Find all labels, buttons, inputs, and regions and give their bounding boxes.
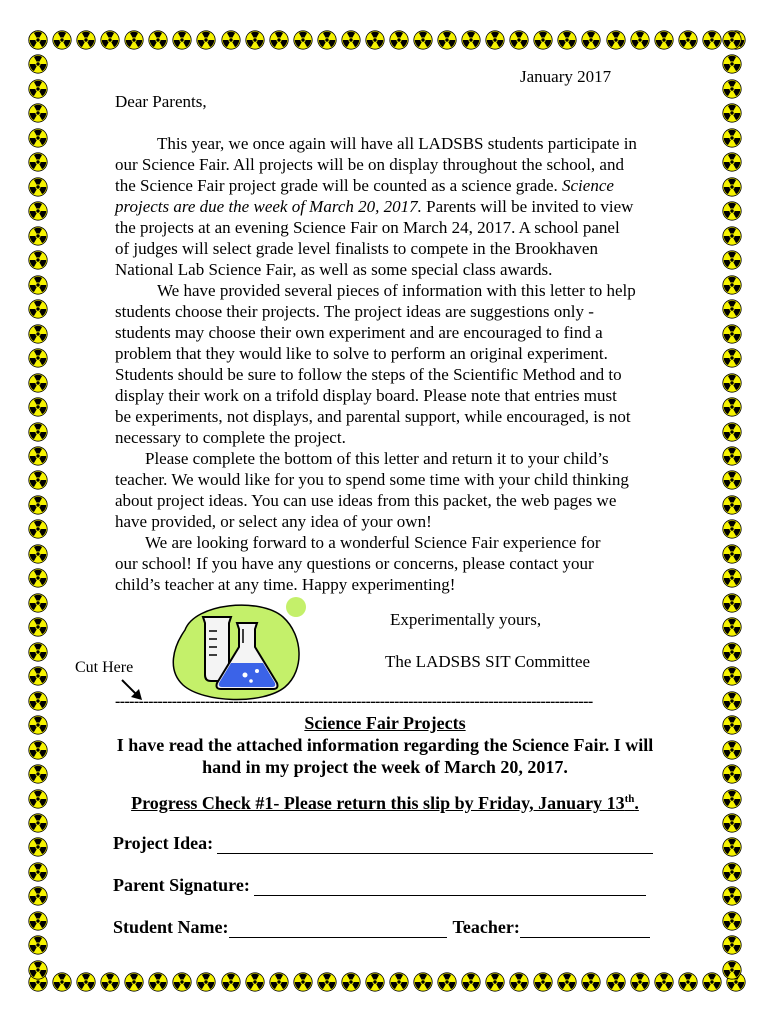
radiation-hazard-icon	[172, 30, 192, 50]
body-line: students choose their projects. The project ideas are suggestions only -	[115, 302, 594, 321]
radiation-hazard-icon	[28, 642, 48, 662]
teacher-field[interactable]	[520, 919, 650, 938]
radiation-hazard-icon	[28, 373, 48, 393]
student-teacher-row	[113, 917, 650, 938]
radiation-hazard-icon	[702, 972, 722, 992]
radiation-hazard-icon	[28, 299, 48, 319]
radiation-hazard-icon	[28, 446, 48, 466]
radiation-hazard-icon	[28, 519, 48, 539]
radiation-hazard-icon	[722, 324, 742, 344]
teacher-label: Teacher:	[452, 917, 520, 937]
radiation-hazard-icon	[678, 30, 698, 50]
radiation-hazard-icon	[28, 666, 48, 686]
radiation-hazard-icon	[52, 972, 72, 992]
radiation-hazard-icon	[28, 495, 48, 515]
body-line: problem that they would like to solve to perform an original experiment.	[115, 344, 608, 363]
radiation-hazard-icon	[722, 250, 742, 270]
radiation-hazard-icon	[722, 911, 742, 931]
progress-end: .	[634, 793, 639, 813]
progress-text: Progress Check #1- Please return this slip by Friday, January 13	[131, 793, 625, 813]
cut-dashed-line: -----------------------------------------------------------------------------------------------------	[115, 693, 593, 710]
body-line: Students should be sure to follow the steps of the Scientific Method and to	[115, 365, 622, 384]
body-text: the Science Fair project grade will be counted as a science grade.	[115, 176, 562, 195]
radiation-hazard-icon	[28, 348, 48, 368]
radiation-hazard-icon	[413, 30, 433, 50]
radiation-hazard-icon	[269, 972, 289, 992]
body-line: about project ideas. You can use ideas from this packet, the web pages we	[115, 491, 617, 510]
radiation-hazard-icon	[606, 972, 626, 992]
radiation-hazard-icon	[722, 617, 742, 637]
radiation-hazard-icon	[28, 617, 48, 637]
radiation-hazard-icon	[461, 30, 481, 50]
body-line	[115, 196, 633, 217]
parent-signature-label: Parent Signature:	[113, 875, 250, 895]
radiation-hazard-icon	[28, 837, 48, 857]
progress-sup: th	[624, 793, 635, 805]
radiation-hazard-icon	[702, 30, 722, 50]
radiation-hazard-icon	[557, 972, 577, 992]
body-text-italic: projects are due the week of March 20, 2017.	[115, 197, 422, 216]
radiation-hazard-icon	[28, 397, 48, 417]
body-line: of judges will select grade level finalists to compete in the Brookhaven	[115, 239, 598, 258]
radiation-hazard-icon	[28, 30, 48, 50]
radiation-hazard-icon	[148, 30, 168, 50]
radiation-hazard-icon	[722, 103, 742, 123]
body-line: teacher. We would like for you to spend some time with your child thinking	[115, 470, 629, 489]
student-name-field[interactable]	[229, 919, 447, 938]
radiation-hazard-icon	[365, 30, 385, 50]
radiation-hazard-icon	[28, 250, 48, 270]
radiation-hazard-icon	[722, 397, 742, 417]
radiation-hazard-icon	[413, 972, 433, 992]
radiation-hazard-icon	[124, 30, 144, 50]
radiation-hazard-icon	[722, 519, 742, 539]
radiation-hazard-icon	[28, 54, 48, 74]
radiation-hazard-icon	[606, 30, 626, 50]
radiation-hazard-icon	[722, 177, 742, 197]
radiation-hazard-icon	[245, 30, 265, 50]
radiation-hazard-icon	[148, 972, 168, 992]
radiation-hazard-icon	[722, 226, 742, 246]
parent-signature-row	[113, 875, 646, 896]
body-line: child’s teacher at any time. Happy experimenting!	[115, 575, 456, 594]
radiation-hazard-icon	[722, 348, 742, 368]
radiation-hazard-icon	[722, 642, 742, 662]
radiation-hazard-icon	[722, 54, 742, 74]
body-line: Please complete the bottom of this letter and return it to your child’s	[145, 449, 609, 468]
radiation-hazard-icon	[341, 972, 361, 992]
radiation-hazard-icon	[28, 226, 48, 246]
radiation-hazard-icon	[722, 495, 742, 515]
radiation-hazard-icon	[509, 972, 529, 992]
radiation-hazard-icon	[722, 886, 742, 906]
radiation-hazard-icon	[28, 911, 48, 931]
radiation-hazard-icon	[722, 666, 742, 686]
radiation-hazard-icon	[269, 30, 289, 50]
radiation-hazard-icon	[722, 593, 742, 613]
radiation-hazard-icon	[509, 30, 529, 50]
radiation-hazard-icon	[28, 544, 48, 564]
hazard-border-bottom	[28, 972, 746, 996]
radiation-hazard-icon	[100, 972, 120, 992]
radiation-hazard-icon	[533, 972, 553, 992]
radiation-hazard-icon	[28, 324, 48, 344]
radiation-hazard-icon	[722, 960, 742, 980]
body-line	[115, 175, 614, 196]
hazard-border-right	[722, 30, 746, 980]
project-idea-field[interactable]	[217, 835, 653, 854]
radiation-hazard-icon	[722, 422, 742, 442]
salutation: Dear Parents,	[115, 92, 207, 111]
radiation-hazard-icon	[485, 30, 505, 50]
body-line: the projects at an evening Science Fair on March 24, 2017. A school panel	[115, 218, 620, 237]
body-line: our Science Fair. All projects will be on display throughout the school, and	[115, 155, 624, 174]
radiation-hazard-icon	[28, 470, 48, 490]
radiation-hazard-icon	[389, 30, 409, 50]
radiation-hazard-icon	[28, 152, 48, 172]
radiation-hazard-icon	[28, 422, 48, 442]
radiation-hazard-icon	[722, 813, 742, 833]
radiation-hazard-icon	[581, 30, 601, 50]
radiation-hazard-icon	[365, 972, 385, 992]
radiation-hazard-icon	[28, 691, 48, 711]
radiation-hazard-icon	[485, 972, 505, 992]
radiation-hazard-icon	[557, 30, 577, 50]
body-line: We have provided several pieces of information with this letter to help	[157, 281, 636, 300]
radiation-hazard-icon	[461, 972, 481, 992]
radiation-hazard-icon	[28, 177, 48, 197]
closing: Experimentally yours,	[390, 610, 542, 629]
radiation-hazard-icon	[722, 275, 742, 295]
radiation-hazard-icon	[722, 128, 742, 148]
radiation-hazard-icon	[630, 972, 650, 992]
radiation-hazard-icon	[28, 79, 48, 99]
slip-statement-line1: I have read the attached information regarding the Science Fair. I will	[116, 735, 654, 755]
radiation-hazard-icon	[722, 544, 742, 564]
radiation-hazard-icon	[245, 972, 265, 992]
project-idea-label: Project Idea:	[113, 833, 214, 853]
radiation-hazard-icon	[722, 79, 742, 99]
body-line: our school! If you have any questions or concerns, please contact your	[115, 554, 594, 573]
radiation-hazard-icon	[172, 972, 192, 992]
radiation-hazard-icon	[28, 275, 48, 295]
body-line: This year, we once again will have all LADSBS students participate in	[157, 134, 637, 153]
radiation-hazard-icon	[52, 30, 72, 50]
radiation-hazard-icon	[28, 593, 48, 613]
lab-glassware-clipart	[165, 595, 315, 705]
radiation-hazard-icon	[389, 972, 409, 992]
radiation-hazard-icon	[124, 972, 144, 992]
radiation-hazard-icon	[28, 201, 48, 221]
body-line: necessary to complete the project.	[115, 428, 346, 447]
body-line: have provided, or select any idea of your own!	[115, 512, 432, 531]
radiation-hazard-icon	[221, 30, 241, 50]
radiation-hazard-icon	[533, 30, 553, 50]
radiation-hazard-icon	[630, 30, 650, 50]
radiation-hazard-icon	[317, 30, 337, 50]
radiation-hazard-icon	[28, 862, 48, 882]
radiation-hazard-icon	[317, 972, 337, 992]
letter-date: January 2017	[520, 67, 612, 86]
radiation-hazard-icon	[722, 30, 742, 50]
radiation-hazard-icon	[196, 30, 216, 50]
radiation-hazard-icon	[76, 972, 96, 992]
radiation-hazard-icon	[28, 568, 48, 588]
radiation-hazard-icon	[581, 972, 601, 992]
project-idea-row	[113, 833, 653, 854]
radiation-hazard-icon	[678, 972, 698, 992]
radiation-hazard-icon	[654, 30, 674, 50]
radiation-hazard-icon	[722, 446, 742, 466]
signature: The LADSBS SIT Committee	[385, 652, 591, 671]
body-text: Parents will be invited to view	[421, 197, 634, 216]
radiation-hazard-icon	[722, 152, 742, 172]
radiation-hazard-icon	[722, 935, 742, 955]
radiation-hazard-icon	[341, 30, 361, 50]
radiation-hazard-icon	[722, 862, 742, 882]
radiation-hazard-icon	[28, 103, 48, 123]
radiation-hazard-icon	[28, 128, 48, 148]
cut-here-label: Cut Here	[75, 659, 134, 676]
body-line: We are looking forward to a wonderful Science Fair experience for	[145, 533, 601, 552]
radiation-hazard-icon	[722, 299, 742, 319]
body-text-italic: Science	[562, 176, 614, 195]
radiation-hazard-icon	[76, 30, 96, 50]
body-line: be experiments, not displays, and parental support, while encouraged, is not	[115, 407, 631, 426]
progress-check	[0, 793, 770, 814]
radiation-hazard-icon	[722, 470, 742, 490]
student-name-label: Student Name:	[113, 917, 229, 937]
slip-title: Science Fair Projects	[304, 713, 466, 733]
radiation-hazard-icon	[28, 886, 48, 906]
radiation-hazard-icon	[293, 972, 313, 992]
radiation-hazard-icon	[437, 30, 457, 50]
radiation-hazard-icon	[722, 691, 742, 711]
hazard-border-top	[28, 30, 746, 54]
body-line: students may choose their own experiment and are encouraged to find a	[115, 323, 603, 342]
body-line: display their work on a trifold display board. Please note that entries must	[115, 386, 617, 405]
radiation-hazard-icon	[293, 30, 313, 50]
radiation-hazard-icon	[722, 201, 742, 221]
radiation-hazard-icon	[221, 972, 241, 992]
radiation-hazard-icon	[28, 935, 48, 955]
green-bubble	[286, 597, 306, 617]
body-line: National Lab Science Fair, as well as some special class awards.	[115, 260, 553, 279]
radiation-hazard-icon	[196, 972, 216, 992]
radiation-hazard-icon	[722, 373, 742, 393]
radiation-hazard-icon	[654, 972, 674, 992]
parent-signature-field[interactable]	[254, 877, 646, 896]
radiation-hazard-icon	[722, 568, 742, 588]
radiation-hazard-icon	[722, 837, 742, 857]
slip-statement-line2: hand in my project the week of March 20, 2017.	[202, 757, 568, 777]
hazard-border-left	[28, 30, 52, 980]
radiation-hazard-icon	[28, 813, 48, 833]
radiation-hazard-icon	[100, 30, 120, 50]
radiation-hazard-icon	[28, 960, 48, 980]
radiation-hazard-icon	[437, 972, 457, 992]
